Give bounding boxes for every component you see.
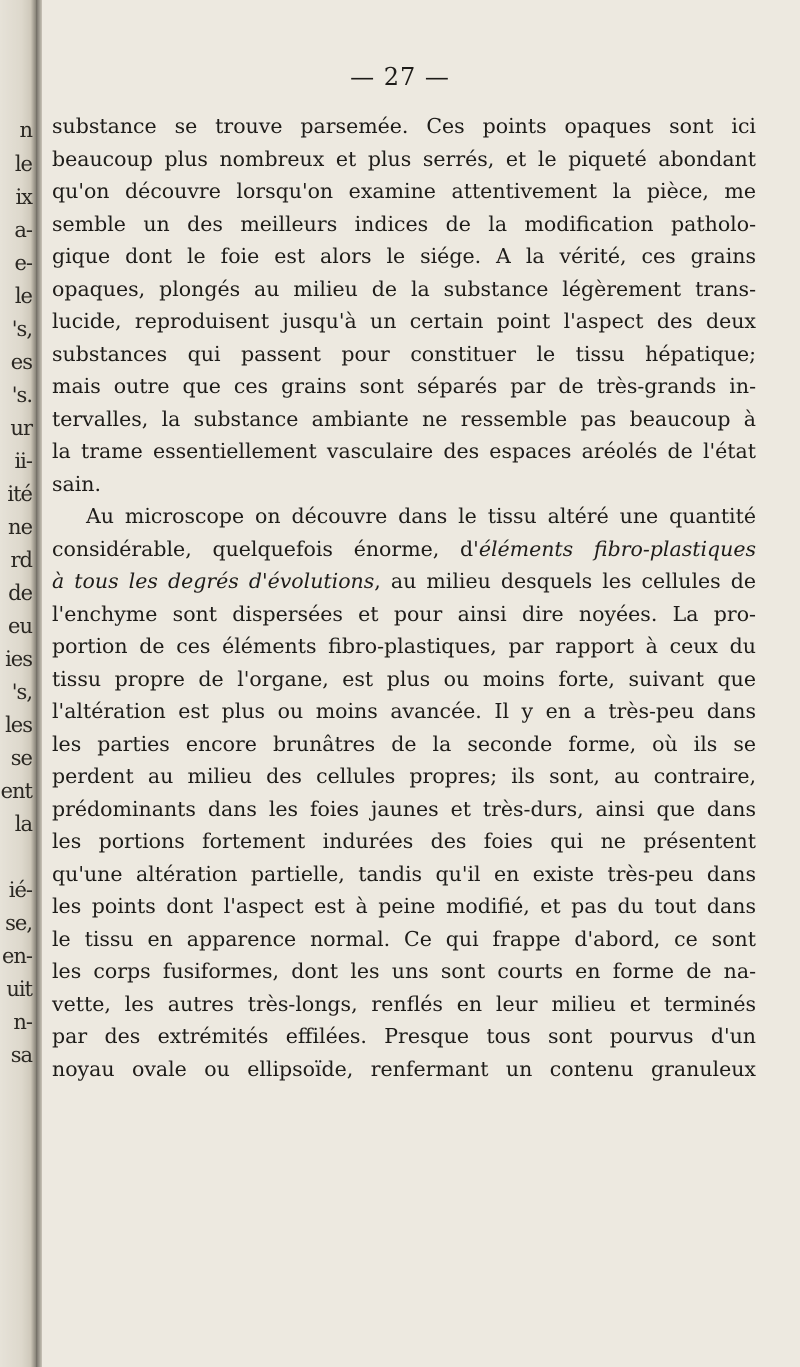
text-line: portion de ces éléments fibro-plastiques, par rapport à ceux du	[52, 634, 756, 658]
text-line: mais outre que ces grains sont séparés par de très-grands in-	[52, 374, 756, 398]
text-line: les parties encore brunâtres de la seconde forme, où ils se	[52, 731, 756, 756]
italic-run: éléments fibro-plastiques	[478, 536, 756, 561]
text-run: , au milieu desquels les cellules de	[374, 569, 756, 593]
margin-fragment: la	[14, 812, 32, 836]
margin-fragment: ies	[5, 647, 32, 671]
text-line: prédominants dans les foies jaunes et très-durs, ainsi que dans	[52, 796, 756, 821]
margin-fragment: ité	[7, 482, 32, 506]
text-line: opaques, plongés au milieu de la substance légèrement trans-	[52, 276, 756, 301]
body-text	[52, 110, 756, 1085]
margin-fragment: es	[10, 350, 32, 374]
text-line: noyau ovale ou ellipsoïde, renfermant un contenu granuleux	[52, 1056, 756, 1081]
margin-fragment: n	[19, 118, 32, 142]
text-line: les portions fortement indurées des foies qui ne présentent	[52, 829, 756, 853]
margin-fragment: rd	[10, 548, 32, 572]
text-line: Au microscope on découvre dans le tissu altéré une quantité	[86, 504, 756, 528]
text-line: l'enchyme sont dispersées et pour ainsi dire noyées. La pro-	[52, 601, 756, 626]
margin-fragment: ié-	[8, 878, 32, 902]
text-line: vette, les autres très-longs, renflés en leur milieu et terminés	[52, 991, 756, 1016]
italic-run: à tous les degrés d'évolutions	[52, 569, 375, 593]
margin-fragment: sa	[10, 1043, 32, 1067]
margin-fragment: 's,	[11, 680, 32, 704]
margin-fragment: uit	[6, 977, 32, 1001]
margin-fragment: le	[14, 284, 32, 308]
text-line: par des extrémités effilées. Presque tous sont pourvus d'un	[52, 1024, 756, 1048]
text-line: gique dont le foie est alors le siége. A la vérité, ces grains	[52, 244, 756, 268]
text-line: tervalles, la substance ambiante ne ressemble pas beaucoup à	[52, 406, 756, 431]
margin-fragment: ix	[15, 185, 32, 209]
text-line	[52, 533, 756, 566]
margin-fragment: de	[8, 581, 32, 605]
text-line: qu'une altération partielle, tandis qu'il en existe très-peu dans	[52, 861, 756, 886]
facing-page-margin	[0, 0, 34, 1367]
margin-fragment: e-	[14, 251, 32, 275]
book-spine-shadow	[36, 0, 42, 1367]
margin-fragment: n-	[13, 1010, 32, 1034]
text-line	[52, 565, 756, 598]
text-line: beaucoup plus nombreux et plus serrés, et le piqueté abondant	[52, 146, 756, 171]
text-line: qu'on découvre lorsqu'on examine attentivement la pièce, me	[52, 179, 756, 203]
text-line: substances qui passent pour constituer le tissu hépatique;	[52, 341, 756, 366]
margin-fragment: se	[10, 746, 32, 770]
margin-fragment: le	[14, 152, 32, 176]
margin-fragment: se,	[5, 911, 32, 935]
text-line: lucide, reproduisent jusqu'à un certain point l'aspect des deux	[52, 309, 756, 333]
margin-fragment: eu	[8, 614, 32, 638]
text-run: considérable, quelquefois énorme, d'	[52, 536, 479, 561]
margin-fragment: ne	[8, 515, 32, 539]
margin-fragment: 's,	[11, 317, 32, 341]
page-number: — 27 —	[350, 63, 450, 91]
margin-fragment: ur	[10, 416, 32, 440]
text-line: les points dont l'aspect est à peine modifié, et pas du tout dans	[52, 894, 756, 918]
text-line: substance se trouve parsemée. Ces points opaques sont ici	[52, 114, 756, 138]
margin-fragment: en-	[1, 944, 32, 968]
text-line: l'altération est plus ou moins avancée. Il y en a très-peu dans	[52, 699, 756, 723]
text-line: la trame essentiellement vasculaire des espaces aréolés de l'état	[52, 439, 756, 463]
text-line: perdent au milieu des cellules propres; ils sont, au contraire,	[52, 764, 756, 788]
text-line: tissu propre de l'organe, est plus ou moins forte, suivant que	[52, 666, 756, 691]
margin-fragment: les	[5, 713, 32, 737]
text-line: semble un des meilleurs indices de la modification patholo-	[52, 211, 756, 236]
margin-fragment: ent	[0, 779, 32, 803]
text-line: sain.	[52, 471, 102, 496]
margin-fragment: 's.	[11, 383, 32, 407]
text-line: les corps fusiformes, dont les uns sont courts en forme de na-	[52, 959, 756, 983]
text-line: le tissu en apparence normal. Ce qui frappe d'abord, ce sont	[52, 926, 756, 951]
margin-fragment: a-	[14, 218, 32, 242]
margin-fragment: ii-	[14, 449, 32, 473]
